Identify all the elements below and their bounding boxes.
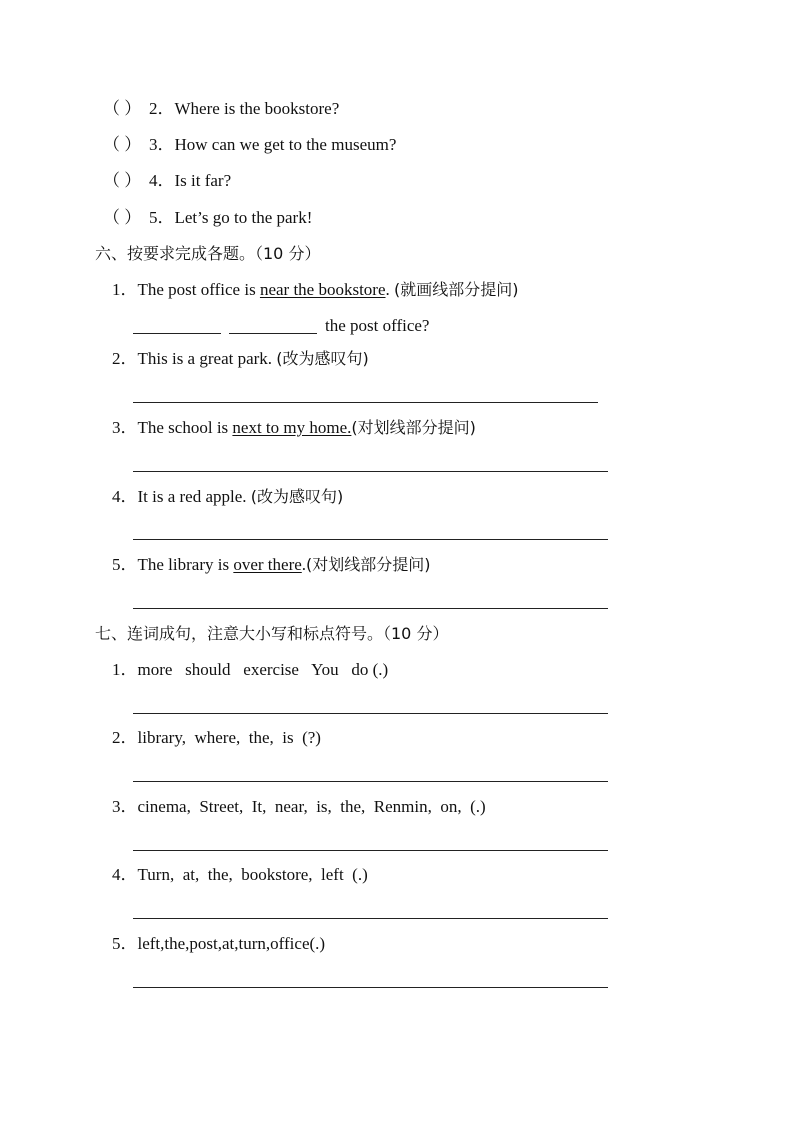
item-text: Where is the bookstore?	[174, 99, 340, 118]
p7-item-2	[112, 728, 321, 748]
section-7-heading: 七、连词成句，注意大小写和标点符号。（10 分）	[95, 624, 449, 643]
scrambled-words: cinema, Street, It, near, is, the, Renmin, on, (.)	[137, 797, 486, 816]
p6-question-1	[112, 280, 519, 300]
answer-line-5[interactable]	[133, 608, 608, 609]
question-number: 1．	[112, 280, 138, 299]
answer-parentheses[interactable]: （ ）	[103, 99, 142, 118]
p6-question-3	[112, 418, 476, 438]
instruction: (改为感叹句)	[250, 487, 344, 506]
question-text-end: .	[301, 555, 307, 574]
match-item-3	[103, 135, 396, 155]
answer-line-3[interactable]	[133, 471, 608, 472]
section-6-heading: 六、按要求完成各题。（10 分）	[95, 244, 321, 263]
question-text: This is a great park.	[137, 349, 277, 368]
answer-blank-1a[interactable]	[133, 333, 221, 334]
question-number: 3．	[112, 418, 138, 437]
question-number: 5．	[112, 555, 138, 574]
p7-item-1	[112, 660, 388, 680]
answer-parentheses[interactable]: （ ）	[103, 208, 142, 227]
question-text: It is a red apple.	[137, 487, 251, 506]
answer-parentheses[interactable]: （ ）	[103, 171, 142, 190]
item-number: 3．	[149, 135, 175, 154]
instruction: (对划线部分提问)	[351, 418, 476, 437]
answer-line-2[interactable]	[133, 402, 598, 403]
question-text-end: .	[385, 280, 395, 299]
p7-answer-line-2[interactable]	[133, 781, 608, 782]
item-number: 4．	[112, 865, 138, 884]
scrambled-words: left,the,post,at,turn,office(.)	[137, 934, 326, 953]
item-number: 5．	[149, 208, 175, 227]
instruction: (改为感叹句)	[276, 349, 369, 368]
item-text: How can we get to the museum?	[174, 135, 397, 154]
p7-item-3	[112, 797, 486, 817]
answer-line-4[interactable]	[133, 539, 608, 540]
item-number: 2．	[112, 728, 138, 747]
item-number: 4．	[149, 171, 175, 190]
instruction: (对划线部分提问)	[306, 555, 431, 574]
underlined-phrase: near the bookstore	[259, 280, 386, 299]
p7-answer-line-1[interactable]	[133, 713, 608, 714]
item-text: Is it far?	[174, 171, 232, 190]
question-number: 2．	[112, 349, 138, 368]
match-item-2	[103, 99, 339, 119]
scrambled-words: library, where, the, is (?)	[137, 728, 321, 747]
match-item-4	[103, 171, 231, 191]
item-text: Let’s go to the park!	[174, 208, 313, 227]
p7-item-5	[112, 934, 325, 954]
p6-question-2	[112, 349, 369, 369]
item-number: 5．	[112, 934, 138, 953]
scrambled-words: more should exercise You do (.)	[137, 660, 389, 679]
p7-answer-line-3[interactable]	[133, 850, 608, 851]
p7-answer-line-4[interactable]	[133, 918, 608, 919]
item-number: 3．	[112, 797, 138, 816]
question-number: 4．	[112, 487, 138, 506]
answer-blank-1b[interactable]	[229, 333, 317, 334]
p6-question-4	[112, 487, 343, 507]
underlined-phrase: over there	[233, 555, 302, 574]
scrambled-words: Turn, at, the, bookstore, left (.)	[137, 865, 368, 884]
underlined-phrase: next to my home.	[232, 418, 352, 437]
answer-tail-text: the post office?	[325, 316, 430, 335]
instruction: (就画线部分提问)	[394, 280, 519, 299]
question-text: The school is	[137, 418, 233, 437]
answer-parentheses[interactable]: （ ）	[103, 135, 142, 154]
p7-answer-line-5[interactable]	[133, 987, 608, 988]
item-number: 2．	[149, 99, 175, 118]
question-text: The post office is	[137, 280, 260, 299]
match-item-5	[103, 208, 312, 228]
p7-item-4	[112, 865, 368, 885]
question-text: The library is	[137, 555, 234, 574]
p6-question-5	[112, 555, 431, 575]
item-number: 1．	[112, 660, 138, 679]
